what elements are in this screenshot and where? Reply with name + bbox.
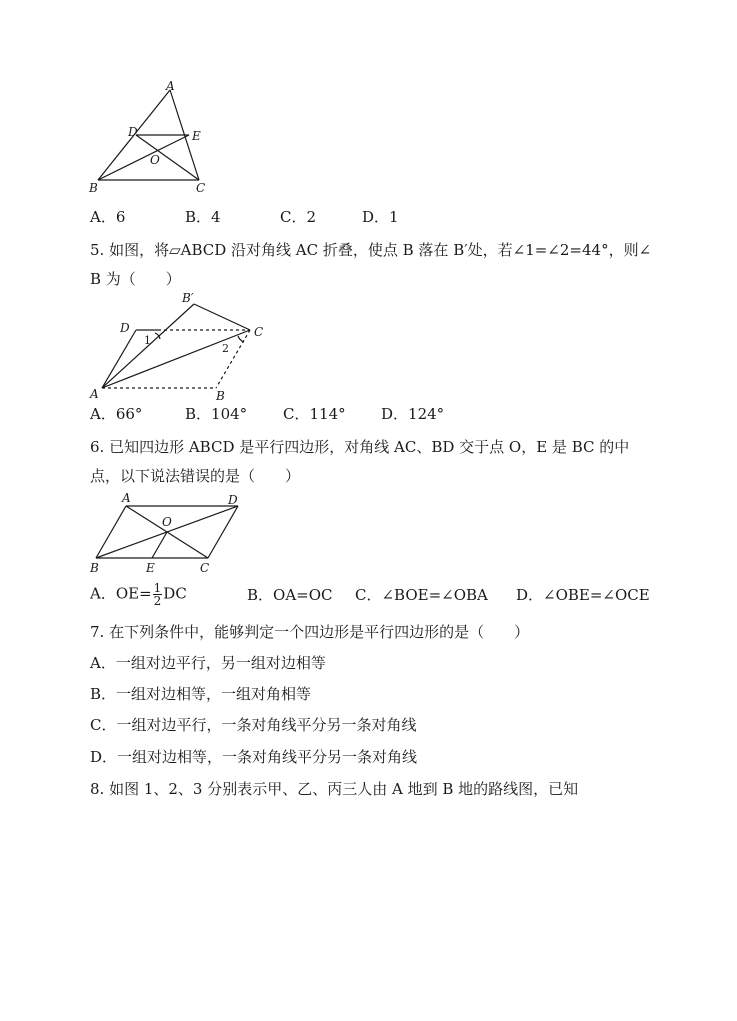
q7-option-a[interactable]: A．一组对边平行，另一组对边相等	[90, 654, 326, 672]
segment-ac	[102, 330, 250, 388]
q6-option-d[interactable]: D．∠OBE=∠OCE	[516, 586, 650, 604]
segment-ab	[96, 506, 126, 558]
segment-dc	[208, 506, 238, 558]
segment-cd	[136, 135, 199, 180]
fraction	[153, 582, 163, 607]
q4-option-b[interactable]: B．4	[185, 208, 221, 226]
segment-ad	[102, 330, 136, 388]
fraction-numerator: 1	[153, 581, 162, 595]
segment-oe	[152, 532, 167, 558]
q6-option-a-suffix: DC	[163, 584, 187, 603]
q6-option-a-prefix: A．OE=	[90, 584, 152, 603]
label-a: A	[90, 387, 99, 401]
label-bprime: B′	[182, 291, 194, 305]
label-e: E	[146, 561, 155, 575]
angle-arc-2	[238, 336, 244, 342]
q4-option-c[interactable]: C．2	[280, 208, 317, 226]
q6-option-a[interactable]	[90, 582, 187, 607]
triangle-figure	[86, 80, 216, 198]
q6-stem-line2: 点，以下说法错误的是（ ）	[90, 467, 301, 485]
label-d: D	[128, 125, 138, 139]
label-o: O	[162, 515, 172, 529]
q6-option-c[interactable]: C．∠BOE=∠OBA	[355, 586, 488, 604]
segment-bpc	[194, 304, 250, 330]
label-a: A	[166, 80, 175, 93]
label-c: C	[196, 181, 206, 195]
label-d: D	[228, 493, 238, 507]
label-d: D	[120, 321, 130, 335]
label-e: E	[192, 129, 201, 143]
q5-option-d[interactable]: D．124°	[381, 405, 445, 423]
q8-stem: 8. 如图 1、2、3 分别表示甲、乙、丙三人由 A 地到 B 地的路线图，已知	[90, 780, 579, 798]
fold-parallelogram-figure	[86, 290, 276, 402]
q4-option-a[interactable]: A．6	[90, 208, 126, 226]
q7-stem: 7. 在下列条件中，能够判定一个四边形是平行四边形的是（ ）	[90, 623, 530, 641]
label-a: A	[122, 491, 131, 505]
q7-option-d[interactable]: D．一组对边相等，一条对角线平分另一条对角线	[90, 748, 418, 766]
q7-option-b[interactable]: B．一组对边相等，一组对角相等	[90, 685, 312, 703]
q5-option-c[interactable]: C．114°	[283, 405, 346, 423]
label-b: B	[216, 389, 225, 402]
label-o: O	[150, 153, 160, 167]
segment-cb-dashed	[216, 330, 250, 388]
q4-option-d[interactable]: D．1	[362, 208, 399, 226]
q7-option-c[interactable]: C．一组对边平行，一条对角线平分另一条对角线	[90, 716, 417, 734]
label-b: B	[89, 181, 98, 195]
label-c: C	[200, 561, 210, 575]
q5-option-b[interactable]: B．104°	[185, 405, 248, 423]
q5-stem-line2: B 为（ ）	[90, 270, 181, 288]
q6-stem-line1: 6. 已知四边形 ABCD 是平行四边形，对角线 AC、BD 交于点 O，E 是 BC 的中	[90, 438, 630, 456]
parallelogram-figure	[86, 490, 248, 576]
fraction-denominator: 2	[153, 594, 162, 608]
q6-option-b[interactable]: B．OA=OC	[247, 586, 333, 604]
q5-stem-line1: 5. 如图，将▱ABCD 沿对角线 AC 折叠，使点 B 落在 B′处，若∠1=∠2=44°，则∠	[90, 241, 652, 259]
label-b: B	[90, 561, 99, 575]
angle-label-2: 2	[222, 342, 229, 355]
segment-be	[98, 135, 189, 180]
label-c: C	[254, 325, 264, 339]
q5-option-a[interactable]: A．66°	[90, 405, 143, 423]
angle-label-1: 1	[144, 334, 151, 347]
